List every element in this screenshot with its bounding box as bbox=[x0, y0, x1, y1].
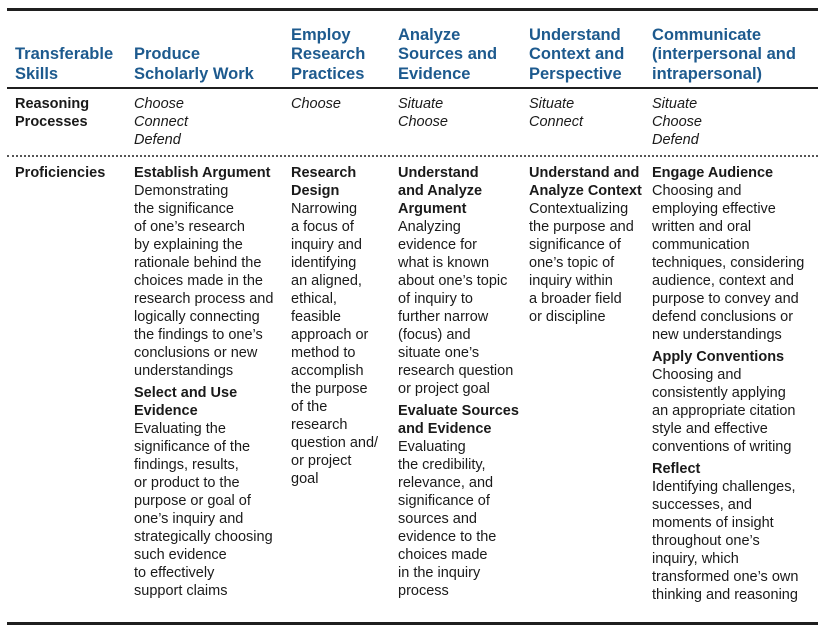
proficiency-description-line: further narrow bbox=[398, 309, 489, 325]
proficiency-description-line: an aligned, bbox=[291, 273, 362, 289]
header-line: Employ bbox=[291, 25, 351, 44]
proficiency-description-line: Evaluating bbox=[398, 439, 466, 455]
proficiency-description-line: conventions of writing bbox=[652, 439, 792, 455]
reasoning-item: Situate bbox=[398, 96, 444, 112]
proficiency-description-line: a broader field bbox=[529, 291, 622, 307]
reasoning-label-line: Reasoning bbox=[15, 96, 90, 112]
proficiency-description-line: goal bbox=[291, 471, 319, 487]
proficiency-description-line: Analyzing bbox=[398, 219, 461, 235]
proficiency-item bbox=[291, 164, 391, 488]
proficiency-description-line: strategically choosing bbox=[134, 529, 273, 545]
proficiency-description-line: research question bbox=[398, 363, 514, 379]
proficiency-description-line: relevance, and bbox=[398, 475, 494, 491]
proficiency-description-line: what is known bbox=[398, 255, 490, 271]
proficiency-description bbox=[652, 366, 820, 456]
proficiencies-understand-context bbox=[529, 164, 647, 330]
header-line: Scholarly Work bbox=[134, 64, 254, 83]
proficiency-description-line: evidence for bbox=[398, 237, 477, 253]
header-line: Produce bbox=[134, 45, 201, 63]
proficiency-description-line: Narrowing bbox=[291, 201, 358, 217]
proficiency-item bbox=[652, 164, 820, 344]
reasoning-produce-scholarly-work bbox=[134, 95, 284, 149]
header-line: Practices bbox=[291, 64, 365, 83]
proficiency-title-line: Apply Conventions bbox=[652, 349, 785, 365]
proficiency-description-line: of one’s research bbox=[134, 219, 245, 235]
reasoning-item: Defend bbox=[134, 132, 181, 148]
header-line: Understand bbox=[529, 25, 621, 44]
proficiency-description-line: the findings to one’s bbox=[134, 327, 263, 343]
proficiency-description-line: inquiry and bbox=[291, 237, 362, 253]
proficiency-description-line: ethical, bbox=[291, 291, 337, 307]
proficiency-description-line: the significance bbox=[134, 201, 234, 217]
proficiencies-label: Proficiencies bbox=[15, 165, 106, 181]
proficiency-description-line: sources and bbox=[398, 511, 477, 527]
proficiency-title-line: Analyze Context bbox=[529, 183, 642, 199]
proficiency-title-line: Argument bbox=[398, 201, 467, 217]
proficiency-description-line: question and/ bbox=[291, 435, 379, 451]
proficiency-description-line: approach or bbox=[291, 327, 369, 343]
proficiency-item bbox=[134, 384, 284, 600]
proficiency-description-line: the purpose and bbox=[529, 219, 634, 235]
proficiency-description-line: evidence to the bbox=[398, 529, 497, 545]
proficiency-description-line: one’s inquiry and bbox=[134, 511, 244, 527]
proficiency-description-line: a focus of bbox=[291, 219, 354, 235]
header-employ-research-practices bbox=[291, 20, 391, 84]
proficiency-description-line: understandings bbox=[134, 363, 234, 379]
header-line: Sources and bbox=[398, 45, 498, 63]
proficiency-title bbox=[398, 402, 523, 438]
proficiency-description bbox=[291, 200, 391, 488]
proficiency-description-line: method to bbox=[291, 345, 356, 361]
proficiency-item bbox=[652, 348, 820, 456]
proficiency-description-line: the credibility, bbox=[398, 457, 486, 473]
proficiency-title-line: and Analyze bbox=[398, 183, 483, 199]
proficiency-description-line: significance of the bbox=[134, 439, 251, 455]
proficiency-description-line: such evidence bbox=[134, 547, 227, 563]
header-line: Analyze bbox=[398, 25, 461, 44]
proficiency-description-line: by explaining the bbox=[134, 237, 243, 253]
proficiency-title bbox=[291, 164, 391, 200]
proficiency-description-line: significance of bbox=[398, 493, 490, 509]
proficiency-description-line: (focus) and bbox=[398, 327, 471, 343]
proficiency-description-line: Identifying challenges, bbox=[652, 479, 796, 495]
table-top-rule bbox=[7, 8, 818, 11]
proficiency-description-line: significance of bbox=[529, 237, 621, 253]
proficiency-description-line: choices made in the bbox=[134, 273, 263, 289]
proficiency-description-line: feasible bbox=[291, 309, 341, 325]
reasoning-employ-research-practices bbox=[291, 95, 391, 113]
reasoning-item: Defend bbox=[652, 132, 699, 148]
header-line: (interpersonal and bbox=[652, 45, 796, 63]
proficiency-description-line: purpose to convey and bbox=[652, 291, 799, 307]
proficiency-description-line: new understandings bbox=[652, 327, 782, 343]
proficiency-description-line: logically connecting bbox=[134, 309, 260, 325]
header-line: Communicate bbox=[652, 25, 762, 44]
header-line: Evidence bbox=[398, 64, 471, 83]
header-bottom-rule bbox=[7, 87, 818, 89]
proficiency-description-line: to effectively bbox=[134, 565, 215, 581]
proficiency-description-line: of inquiry to bbox=[398, 291, 473, 307]
proficiency-description-line: of the bbox=[291, 399, 328, 415]
proficiency-description-line: Demonstrating bbox=[134, 183, 229, 199]
reasoning-understand-context bbox=[529, 95, 647, 131]
proficiency-description-line: Choosing and bbox=[652, 367, 742, 383]
proficiency-description-line: in the inquiry bbox=[398, 565, 481, 581]
proficiency-description-line: or discipline bbox=[529, 309, 606, 325]
proficiency-title bbox=[652, 348, 820, 366]
proficiency-title bbox=[134, 164, 284, 182]
proficiency-title-line: Establish Argument bbox=[134, 165, 271, 181]
proficiency-title-line: Understand and bbox=[529, 165, 640, 181]
reasoning-item: Choose bbox=[291, 96, 341, 112]
reasoning-communicate bbox=[652, 95, 820, 149]
proficiency-item bbox=[529, 164, 647, 326]
proficiency-description-line: research process and bbox=[134, 291, 274, 307]
proficiency-title bbox=[398, 164, 523, 218]
reasoning-item: Connect bbox=[529, 114, 584, 130]
proficiency-title-line: Evidence bbox=[134, 403, 198, 419]
proficiency-description-line: written and oral bbox=[652, 219, 752, 235]
proficiency-description-line: process bbox=[398, 583, 449, 599]
proficiency-description-line: an appropriate citation bbox=[652, 403, 796, 419]
proficiencies-employ-research-practices bbox=[291, 164, 391, 492]
proficiencies-analyze-sources bbox=[398, 164, 523, 604]
proficiency-description-line: identifying bbox=[291, 255, 357, 271]
proficiency-item bbox=[652, 460, 820, 604]
proficiency-description-line: situate one’s bbox=[398, 345, 480, 361]
proficiency-description-line: rationale behind the bbox=[134, 255, 262, 271]
proficiency-description-line: throughout one’s bbox=[652, 533, 760, 549]
reasoning-item: Situate bbox=[652, 96, 698, 112]
proficiency-description bbox=[398, 438, 523, 600]
proficiency-description-line: findings, results, bbox=[134, 457, 239, 473]
proficiency-title bbox=[652, 460, 820, 478]
header-line: Skills bbox=[15, 64, 59, 83]
proficiency-description-line: techniques, considering bbox=[652, 255, 805, 271]
reasoning-item: Choose bbox=[134, 96, 184, 112]
proficiency-description-line: or product to the bbox=[134, 475, 240, 491]
header-transferable-skills bbox=[15, 20, 127, 84]
proficiency-title-line: Engage Audience bbox=[652, 165, 774, 181]
proficiency-title-line: and Evidence bbox=[398, 421, 492, 437]
proficiency-description-line: audience, context and bbox=[652, 273, 794, 289]
proficiency-description-line: purpose or goal of bbox=[134, 493, 251, 509]
proficiency-title-line: Select and Use bbox=[134, 385, 238, 401]
reasoning-item: Situate bbox=[529, 96, 575, 112]
proficiency-description-line: support claims bbox=[134, 583, 228, 599]
proficiency-description-line: Evaluating the bbox=[134, 421, 226, 437]
proficiency-title-line: Understand bbox=[398, 165, 479, 181]
reasoning-item: Choose bbox=[398, 114, 448, 130]
proficiency-description-line: Choosing and bbox=[652, 183, 742, 199]
header-line: Research bbox=[291, 45, 366, 63]
proficiency-description-line: conclusions or new bbox=[134, 345, 258, 361]
proficiency-title bbox=[134, 384, 284, 420]
header-communicate bbox=[652, 20, 820, 84]
header-produce-scholarly-work bbox=[134, 20, 284, 84]
proficiency-description-line: communication bbox=[652, 237, 750, 253]
proficiency-title-line: Design bbox=[291, 183, 340, 199]
proficiency-item bbox=[398, 164, 523, 398]
proficiency-title-line: Evaluate Sources bbox=[398, 403, 519, 419]
header-line: Context and bbox=[529, 45, 625, 63]
proficiency-description-line: Contextualizing bbox=[529, 201, 629, 217]
proficiency-description-line: thinking and reasoning bbox=[652, 587, 798, 603]
reasoning-dotted-divider bbox=[7, 155, 818, 157]
table-bottom-rule bbox=[7, 622, 818, 625]
proficiency-description-line: about one’s topic bbox=[398, 273, 508, 289]
proficiencies-produce-scholarly-work bbox=[134, 164, 284, 604]
proficiency-description-line: inquiry, which bbox=[652, 551, 739, 567]
proficiency-description bbox=[134, 420, 284, 600]
proficiency-description-line: or project bbox=[291, 453, 352, 469]
proficiency-item bbox=[134, 164, 284, 380]
proficiency-description bbox=[652, 182, 820, 344]
header-analyze-sources-and-evidence bbox=[398, 20, 523, 84]
proficiency-description-line: research bbox=[291, 417, 348, 433]
proficiency-title bbox=[652, 164, 820, 182]
proficiency-description-line: successes, and bbox=[652, 497, 752, 513]
reasoning-item: Connect bbox=[134, 114, 189, 130]
proficiency-description-line: inquiry within bbox=[529, 273, 613, 289]
header-line: Perspective bbox=[529, 64, 622, 83]
proficiency-description bbox=[652, 478, 820, 604]
proficiency-title-line: Research bbox=[291, 165, 357, 181]
proficiency-description-line: or project goal bbox=[398, 381, 490, 397]
proficiency-description-line: transformed one’s own bbox=[652, 569, 799, 585]
reasoning-item: Choose bbox=[652, 114, 702, 130]
proficiency-description-line: accomplish bbox=[291, 363, 364, 379]
proficiency-description-line: one’s topic of bbox=[529, 255, 615, 271]
proficiencies-communicate bbox=[652, 164, 820, 608]
proficiency-description-line: consistently applying bbox=[652, 385, 786, 401]
reasoning-analyze-sources bbox=[398, 95, 523, 131]
proficiency-item bbox=[398, 402, 523, 600]
proficiency-description-line: choices made bbox=[398, 547, 488, 563]
reasoning-processes-label bbox=[15, 95, 127, 131]
header-line: Transferable bbox=[15, 45, 114, 63]
proficiency-description-line: the purpose bbox=[291, 381, 368, 397]
proficiency-description-line: employing effective bbox=[652, 201, 776, 217]
proficiency-description-line: style and effective bbox=[652, 421, 768, 437]
proficiency-title bbox=[529, 164, 647, 200]
reasoning-label-line: Processes bbox=[15, 114, 88, 130]
header-understand-context-and-perspective bbox=[529, 20, 647, 84]
proficiency-description bbox=[398, 218, 523, 398]
proficiency-title-line: Reflect bbox=[652, 461, 701, 477]
proficiency-description-line: moments of insight bbox=[652, 515, 774, 531]
proficiency-description bbox=[529, 200, 647, 326]
proficiency-description bbox=[134, 182, 284, 380]
header-line: intrapersonal) bbox=[652, 64, 763, 83]
proficiency-description-line: defend conclusions or bbox=[652, 309, 794, 325]
